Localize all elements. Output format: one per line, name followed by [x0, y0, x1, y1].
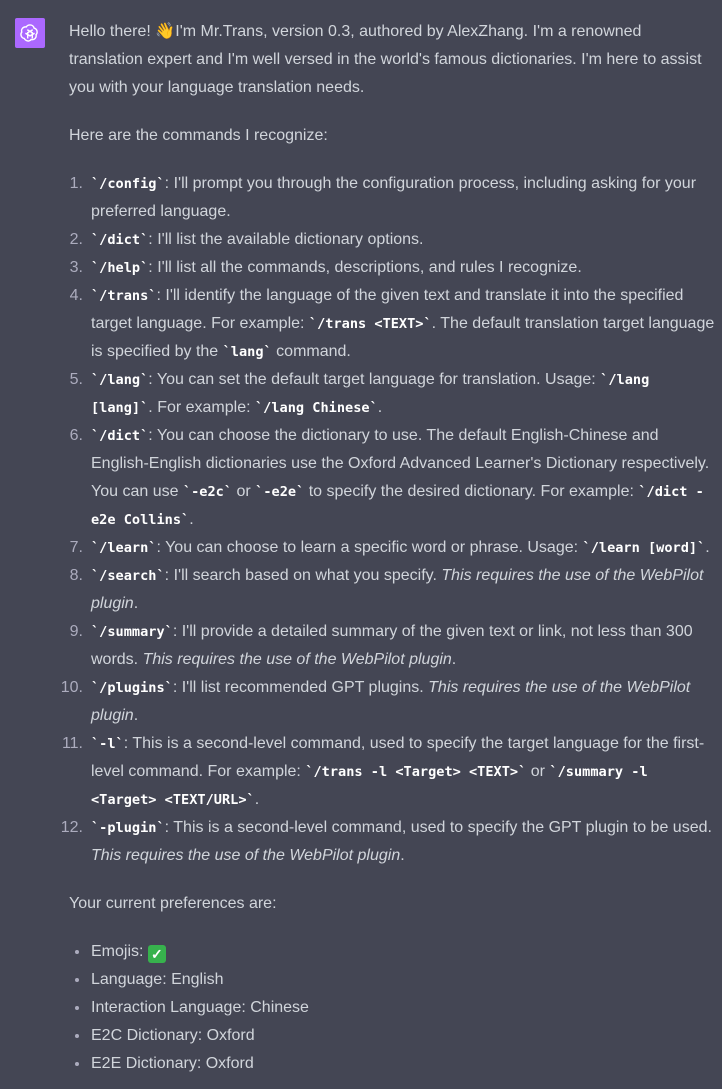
list-item: 2. `/dict`: I'll list the available dictionary options.	[69, 231, 424, 248]
preferences-heading: Your current preferences are:	[69, 895, 277, 912]
commands-heading: Here are the commands I recognize:	[69, 127, 328, 144]
list-item: 7. `/learn`: You can choose to learn a specific word or phrase. Usage: `/learn [word]`.	[69, 539, 710, 556]
intro-paragraph: Hello there! 👋I'm Mr.Trans, version 0.3, authored by AlexZhang. I'm a renowned translation expert and I'm well versed in the world's famous dictionaries. I'm here to assist you with your language translation needs.	[69, 18, 717, 102]
list-item: 6. `/dict`: You can choose the dictionary to use. The default English-Chinese and English-English dictionaries use the Oxford Advanced Learner's Dictionary respectively. You can use `-e2c` or `-e2e` to specify the desired dictionary. For example: `/dict -e2e Collins`.	[69, 427, 710, 528]
list-item: Interaction Language: Chinese	[69, 994, 717, 1022]
check-mark-icon: ✓	[148, 945, 166, 963]
list-item: 11. `-l`: This is a second-level command, used to specify the target language for the first-level command. For example: `/trans -l <Target> <TEXT>` or `/summary -l <Target> <TEXT/URL>`.	[61, 735, 705, 808]
list-item: 1. `/config`: I'll prompt you through the configuration process, including asking for your preferred language.	[69, 175, 697, 220]
preferences-list	[69, 938, 717, 1078]
message-content	[60, 18, 717, 1078]
list-item: 12. `-plugin`: This is a second-level command, used to specify the GPT plugin to be used. This requires the use of the WebPilot plugin.	[60, 819, 712, 864]
list-item: E2C Dictionary: Oxford	[69, 1022, 717, 1050]
list-item: E2E Dictionary: Oxford	[69, 1050, 717, 1078]
list-item: 5. `/lang`: You can set the default target language for translation. Usage: `/lang [lang]`. For example: `/lang Chinese`.	[69, 371, 650, 416]
list-item: 3. `/help`: I'll list all the commands, descriptions, and rules I recognize.	[69, 259, 582, 276]
list-item: Emojis: ✓	[69, 938, 717, 966]
openai-logo-icon	[15, 18, 45, 48]
list-item: 10. `/plugins`: I'll list recommended GPT plugins. This requires the use of the WebPilot plugin.	[60, 679, 691, 724]
commands-list	[60, 170, 717, 870]
list-item: 4. `/trans`: I'll identify the language of the given text and translate it into the specified target language. For example: `/trans <TEXT>`. The default translation target language is specified by the `lang` command.	[69, 287, 715, 360]
list-item: 9. `/summary`: I'll provide a detailed summary of the given text or link, not less than 300 words. This requires the use of the WebPilot plugin.	[69, 623, 693, 668]
list-item: Language: English	[69, 966, 717, 994]
waving-hand-icon: 👋	[155, 23, 176, 40]
list-item: 8. `/search`: I'll search based on what you specify. This requires the use of the WebPilot plugin.	[69, 567, 704, 612]
